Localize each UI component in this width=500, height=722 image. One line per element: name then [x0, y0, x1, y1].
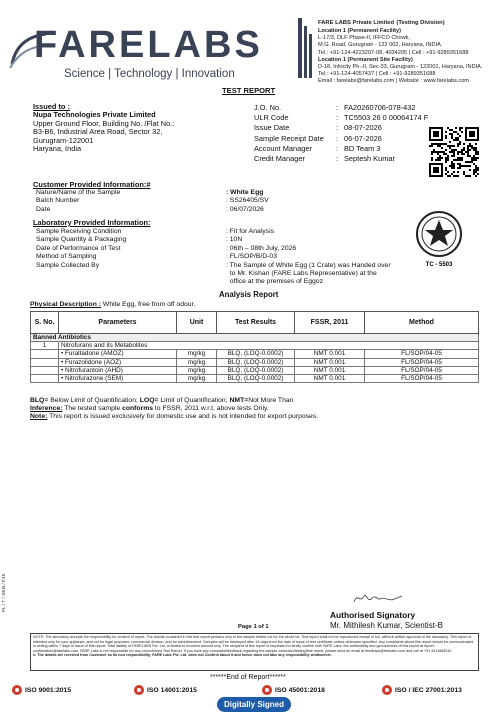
meta-key: Sample Receipt Date: [254, 133, 324, 143]
iso-badge: [262, 685, 325, 695]
results-table: [30, 311, 479, 383]
inference-label: Inference:: [30, 404, 63, 412]
logo-tagline: Science | Technology | Innovation: [64, 68, 235, 80]
meta-value: TC5503 26 0 00064174 F: [344, 113, 429, 123]
meta-value: Septesh Kumar: [344, 154, 395, 164]
abbr-blq-text: Below Limit of Quantification;: [48, 397, 140, 404]
unit-cell: mg/kg: [177, 366, 217, 374]
abbr-loq-text: Limit of Quantification;: [158, 397, 230, 404]
unit-cell: mg/kg: [177, 358, 217, 366]
note-label: Note:: [30, 412, 48, 420]
result-cell: BLQ, (LOQ-0.0002): [217, 350, 295, 358]
param-cell: • Furaltadone (AMOZ): [59, 350, 177, 358]
meta-value: 06-07-2026: [344, 133, 382, 143]
notes-block: [30, 397, 318, 420]
col-header: Unit: [177, 312, 217, 334]
param-cell: • Nitrofurantoin (AHD): [59, 366, 177, 374]
physical-label: Physical Description :: [30, 301, 102, 308]
iso-icon: [262, 685, 272, 695]
loc1-title: Location 1 (Permanent Facility): [318, 28, 401, 34]
param-cell: • Furazolidone (AOZ): [59, 358, 177, 366]
lab-name: FARE LABS Private Limited: [318, 20, 395, 26]
loc1-line1: L-17/3, DLF Phase-II, IFFCO Chowk,: [318, 35, 411, 42]
meta-value: BD Team 3: [344, 143, 381, 153]
authorised-signatory: Authorised Signatory: [330, 610, 416, 620]
issued-to-block: [33, 103, 243, 153]
report-meta: J.O. No. : FA20260706-078-432 ULR Code : TC5503 26 0 00064174 F Issue Date : 08-07-2026 Sample Receipt Date : 06-07-2026 Account Manager : BD Team 3 Credit Manager : Septesh Kumar: [254, 103, 429, 164]
col-header: S. No.: [31, 312, 59, 334]
iso-label: ISO / IEC 27001:2013: [395, 686, 462, 694]
lab-value: Fit for Analysis: [229, 228, 274, 235]
disclaimer-customer-note: #: The details are received from Customer so its non responsibility; FARE Labs Pvt. Ltd. does not Confirm about it and hence does not take any responsibility whatsoever.: [33, 653, 332, 658]
meta-key: ULR Code: [254, 113, 289, 123]
customer-value: 06/07/2026: [229, 205, 264, 213]
side-form-code: FL / T / SEN / F45: [2, 573, 7, 612]
inference-conforms: conforms: [122, 404, 154, 412]
method-cell: FL/SOP/04-05: [365, 366, 479, 374]
col-header: FSSR, 2011: [295, 312, 365, 334]
meta-key: Account Manager: [254, 143, 312, 153]
inference-text: The tested sample: [62, 404, 123, 412]
issued-to-address4: Haryana, India: [33, 144, 82, 154]
building-stripes-icon: [298, 18, 312, 78]
lab-key: Method of Sampling: [36, 253, 97, 261]
customer-value: White Egg: [230, 189, 264, 196]
qr-code-icon: [429, 127, 479, 177]
lab-key: Sample Receiving Condition: [36, 228, 122, 235]
result-cell: BLQ, (LOQ-0.0002): [217, 358, 295, 366]
lab-info-block: Sample Receiving Condition : Fit for Analysis Sample Quantity & Packaging : 10N Date of Performance of Test : 06th – 08th July, 2026 Method of Sampling : FL/SOP/B/D-03 Sample Collected By : The Sample of White Egg (1 Crate) was Handed over to Mr. Kishan (FARE Labs Representative) at the office at the premises of Eggoz: [36, 228, 391, 286]
issued-to-label: Issued to :: [33, 102, 70, 111]
category-label: Banned Antibiotics: [31, 334, 479, 342]
disclaimer-text: NOTE: The laboratory accepts the responsibility for content of report. The results contained in this test report pertains only to the sample tested not for the whole lot. Test report shall not be reproduced except in full, without written approval of the laboratory. This report is intended only for your guidance, and not for legal purposes, commercial division, and for advertisement. Samples will be destroyed after 15 days from the date of issue of test certificate unless otherwise specified. Any complaints about this report should be communicated in writing within 7 days of issue of this report. Total liability of FARELABS Pvt. Ltd. is limited to invoiced amount only. The recipient of this report is requested to kindly confirm with FARE Labs, the authenticity and genuineness of this report at report-confirmation@farelabs.com. FARE Labs is not responsible for any unconfirmed Test Report. If you have any complaint/feedback regarding the sample collection/testing/test report, please send an email at feedback@farelabs.com and call at +91 9311668310.: [33, 635, 474, 653]
iso-icon: [134, 685, 144, 695]
issued-to-address2: B3-B6, Industrial Area Road, Sector 32,: [33, 127, 163, 137]
meta-value: FA20260706-078-432: [344, 103, 416, 112]
iso-icon: [382, 685, 392, 695]
inference-text: to FSSR, 2011 w.r.t. above tests Only.: [153, 404, 269, 412]
lab-name-suffix: (Testing Division): [396, 20, 445, 26]
digitally-signed-badge: Digitally Signed: [217, 697, 291, 712]
customer-value: SS26405/SV: [229, 197, 269, 205]
group-number: 1: [31, 342, 59, 350]
meta-key: Issue Date: [254, 123, 290, 133]
customer-info-heading: Customer Provided Information:#: [33, 180, 151, 189]
accreditation-seal-icon: [412, 208, 466, 270]
iso-label: ISO 45001:2018: [275, 686, 325, 694]
unit-cell: mg/kg: [177, 374, 217, 382]
disclaimer-box: [30, 633, 479, 671]
issued-to-company: Nupa Technologies Private Limited: [33, 110, 156, 120]
contact-line: Email : farelabs@farelabs.com | Website : www.farelabs.com: [318, 78, 469, 85]
abbr-nmt: NMT=: [229, 397, 249, 404]
meta-key: J.O. No.: [254, 103, 282, 112]
issued-to-address1: Upper Ground Floor, Building No. /Flat No.:: [33, 118, 175, 128]
customer-info-block: Nature/Name of the Sample : White Egg Batch Number : SS26405/SV Date : 06/07/2026: [36, 189, 269, 213]
iso-badge: [382, 685, 462, 695]
lab-info-heading: Laboratory Provided Information:: [33, 218, 151, 227]
group-row: [31, 342, 479, 350]
lab-value: office at the premises of Eggoz: [229, 278, 323, 286]
customer-key: Date: [36, 205, 51, 213]
iso-label: ISO 9001:2015: [25, 686, 72, 694]
lab-key: Date of Performance of Test: [36, 244, 121, 252]
group-name: Nitrofurans and its Metabolites: [59, 342, 479, 350]
customer-key: Nature/Name of the Sample: [36, 189, 121, 196]
param-cell: • Nitrofurazone (SEM): [59, 374, 177, 382]
loc2-line2: Tel.: +91-124-4057437 | Cell : +91-9289351688: [318, 71, 436, 78]
unit-cell: mg/kg: [177, 350, 217, 358]
meta-key: Credit Manager: [254, 154, 305, 164]
issued-to-address3: Gurugram-122001: [33, 135, 94, 145]
table-row: [31, 358, 479, 366]
method-cell: FL/SOP/04-05: [365, 350, 479, 358]
abbr-loq: LOQ=: [139, 397, 159, 404]
lab-value: 10N: [229, 236, 243, 244]
report-title: TEST REPORT: [222, 86, 276, 95]
iso-badge: [12, 685, 71, 695]
fssr-cell: NMT 0.001: [295, 358, 365, 366]
fssr-cell: NMT 0.001: [295, 366, 365, 374]
table-row: [31, 374, 479, 382]
fssr-cell: NMT 0.001: [295, 350, 365, 358]
signatory-name: Mr. Mithilesh Kumar, Scientist-B: [330, 621, 443, 630]
method-cell: FL/SOP/04-05: [365, 374, 479, 382]
signature-icon: [352, 590, 412, 606]
analysis-heading: Analysis Report: [219, 290, 279, 299]
seal-code: TC - 5503: [425, 262, 453, 268]
result-cell: BLQ, (LOQ-0.0002): [217, 366, 295, 374]
end-of-report: ******End of Report******: [210, 674, 286, 681]
farelabs-logo: [8, 18, 298, 90]
table-header-row: [31, 312, 479, 334]
iso-label: ISO 14001:2015: [147, 686, 197, 694]
loc2-title: Location 1 (Permanent Site Facility): [318, 56, 413, 63]
abbr-nmt-text: Not More Than: [248, 397, 294, 404]
iso-badge: [134, 685, 197, 695]
col-header: Parameters: [59, 312, 177, 334]
lab-value: 06th – 08th July, 2026: [229, 244, 297, 252]
abbr-blq: BLQ=: [30, 397, 49, 404]
lab-key: Sample Collected By: [36, 261, 100, 269]
customer-key: Batch Number: [36, 197, 80, 205]
physical-description: [30, 301, 195, 308]
fssr-cell: NMT 0.001: [295, 374, 365, 382]
logo-wordmark: FARELABS: [34, 24, 263, 66]
lab-key: Sample Quantity & Packaging: [36, 236, 127, 244]
lab-value: to Mr. Kishan (FARE Labs Representative) at the: [229, 270, 377, 278]
loc2-line1: D-18, Infocity Ph.-II, Sec-33, Gurugram - 122001, Haryana, INDIA.: [318, 64, 483, 71]
iso-certifications: [0, 685, 500, 697]
table-row: [31, 350, 479, 358]
table-row: [31, 366, 479, 374]
lab-address-block: [298, 16, 494, 88]
meta-value: 08-07-2026: [344, 123, 382, 133]
loc1-line3: Tel.: +91-124-4223207-08, 4034205 | Cell : +91-9289351688: [318, 49, 469, 56]
col-header: Test Results: [217, 312, 295, 334]
note-text: This report is issued exclusively for domestic use and is not intended for export purposes.: [47, 412, 319, 420]
method-cell: FL/SOP/04-05: [365, 358, 479, 366]
iso-icon: [12, 685, 22, 695]
page-number: Page 1 of 1: [238, 624, 269, 630]
lab-value: The Sample of White Egg (1 Crate) was Handed over: [229, 261, 391, 269]
category-row: [31, 334, 479, 342]
result-cell: BLQ, (LOQ-0.0002): [217, 374, 295, 382]
col-header: Method: [365, 312, 479, 334]
loc1-line2: M.G. Road, Gurugram - 122 002, Haryana, INDIA.: [318, 42, 443, 49]
physical-value: White Egg, free from off odour.: [102, 301, 196, 308]
lab-value: FL/SOP/B/D-03: [229, 253, 277, 261]
